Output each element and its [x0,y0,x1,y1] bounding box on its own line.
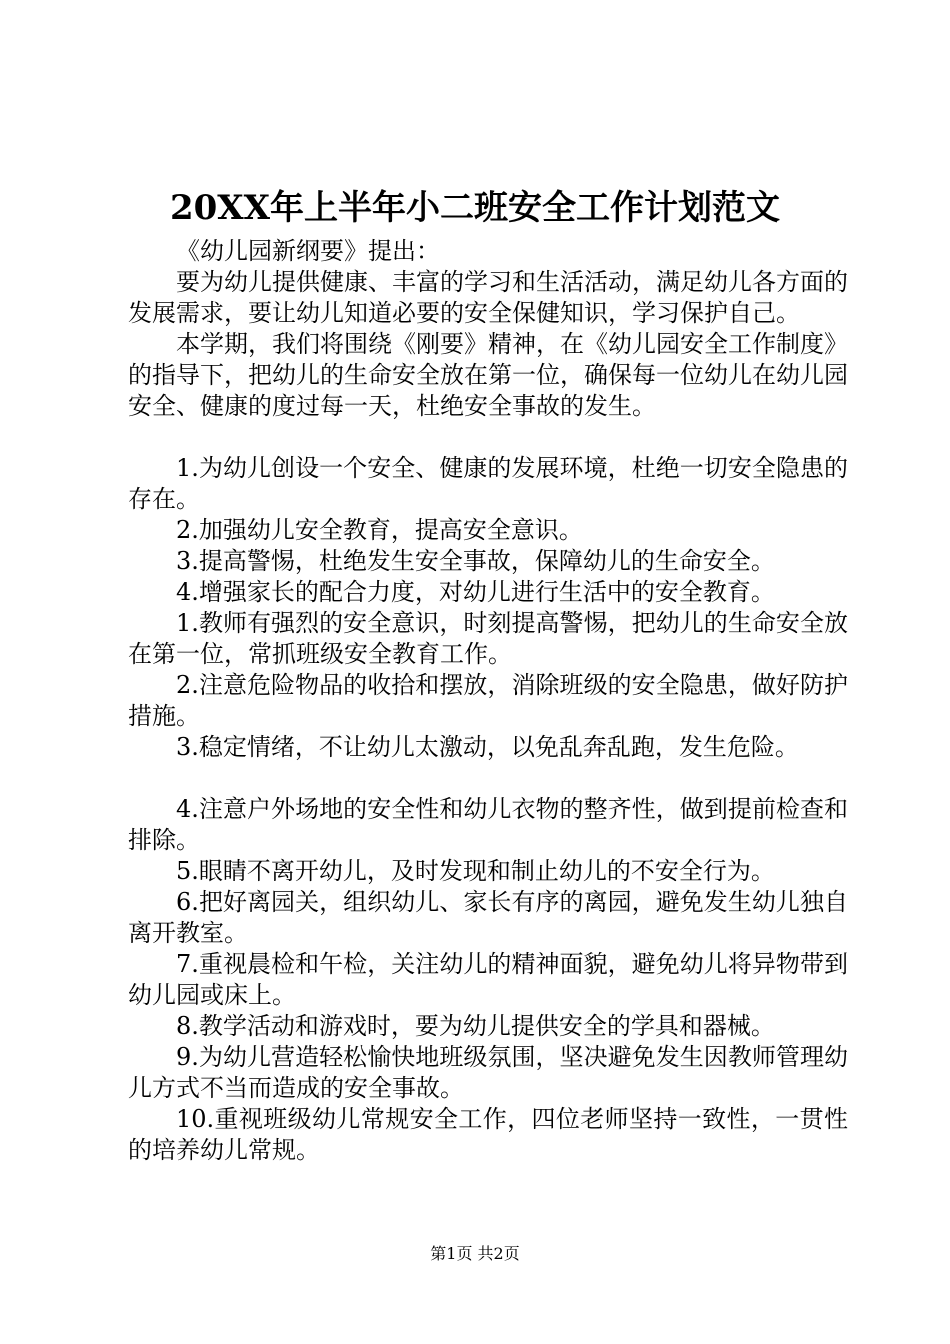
paragraph: 本学期，我们将围绕《刚要》精神，在《幼儿园安全工作制度》的指导下，把幼儿的生命安全放在第一位，确保每一位幼儿在幼儿园安全、健康的度过每一天，杜绝安全事故的发生。 [128,330,848,420]
list-item: 1.为幼儿创设一个安全、健康的发展环境，杜绝一切安全隐患的存在。 [128,454,848,513]
list-item: 1.教师有强烈的安全意识，时刻提高警惕，把幼儿的生命安全放在第一位，常抓班级安全教育工作。 [128,609,848,668]
list-item: 6.把好离园关，组织幼儿、家长有序的离园，避免发生幼儿独自离开教室。 [128,888,848,947]
list-item: 8.教学活动和游戏时，要为幼儿提供安全的学具和器械。 [176,1012,775,1040]
list-item: 2.加强幼儿安全教育，提高安全意识。 [176,516,583,544]
list-item: 9.为幼儿营造轻松愉快地班级氛围，坚决避免发生因教师管理幼儿方式不当而造成的安全事故。 [128,1043,848,1102]
list-item: 7.重视晨检和午检，关注幼儿的精神面貌，避免幼儿将异物带到幼儿园或床上。 [128,950,848,1009]
document-body [128,236,848,1166]
page-number: 第1页 共2页 [430,1244,520,1263]
document-title: 20XX年上半年小二班安全工作计划范文 [169,188,781,228]
list-item: 5.眼睛不离开幼儿，及时发现和制止幼儿的不安全行为。 [176,857,775,885]
paragraph: 要为幼儿提供健康、丰富的学习和生活活动，满足幼儿各方面的发展需求，要让幼儿知道必要的安全保健知识，学习保护自己。 [128,268,848,327]
list-item: 3.提高警惕，杜绝发生安全事故，保障幼儿的生命安全。 [176,547,775,575]
list-item: 10.重视班级幼儿常规安全工作，四位老师坚持一致性，一贯性的培养幼儿常规。 [128,1105,848,1164]
list-item: 3.稳定情绪，不让幼儿太激动，以免乱奔乱跑，发生危险。 [176,733,799,761]
list-item: 4.增强家长的配合力度，对幼儿进行生活中的安全教育。 [176,578,775,606]
list-item: 4.注意户外场地的安全性和幼儿衣物的整齐性，做到提前检查和排除。 [128,795,848,854]
list-item: 2.注意危险物品的收拾和摆放，消除班级的安全隐患，做好防护措施。 [128,671,848,730]
paragraph: 《幼儿园新纲要》提出： [176,237,440,265]
